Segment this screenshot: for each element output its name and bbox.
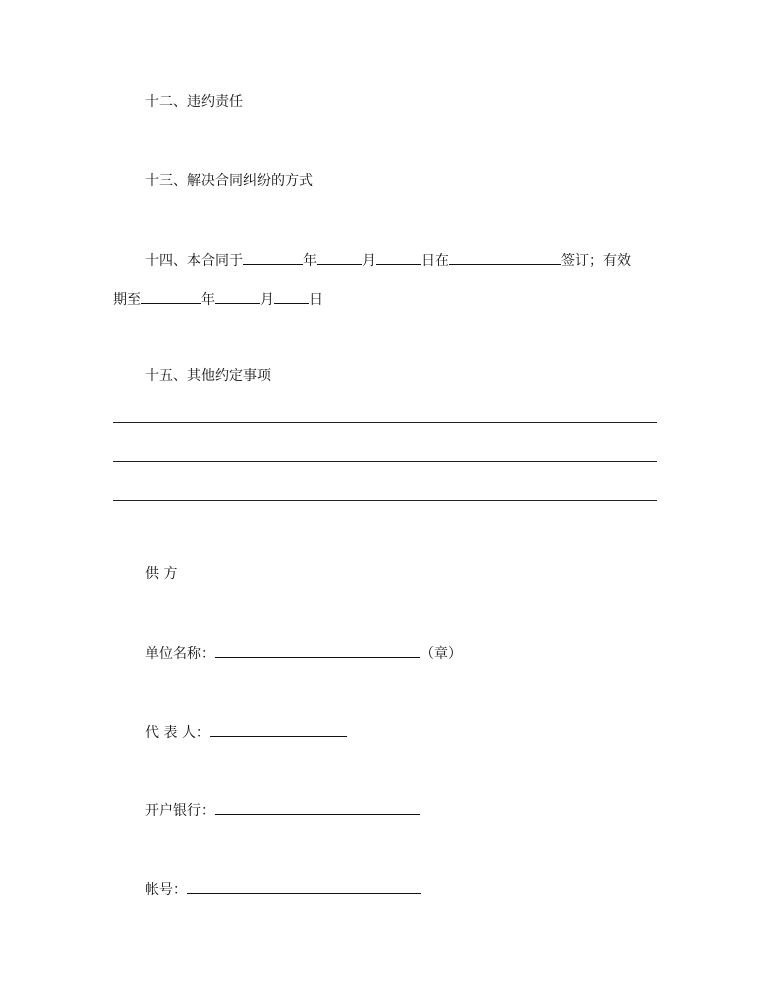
clause-14-line2 <box>113 288 323 308</box>
clause-14-line1 <box>145 249 631 269</box>
account-row <box>145 878 421 898</box>
signed-label: 签订；有效 <box>561 253 631 269</box>
year2-label: 年 <box>201 292 215 308</box>
sign-month-blank[interactable] <box>317 249 362 265</box>
seal-label: （章） <box>420 646 462 662</box>
sign-year-blank[interactable] <box>243 249 303 265</box>
other-terms-line-1[interactable] <box>113 422 657 423</box>
sign-place-blank[interactable] <box>449 249 561 265</box>
validity-label: 期至 <box>113 292 141 308</box>
unit-name-blank[interactable] <box>215 642 420 658</box>
representative-row <box>145 721 347 741</box>
other-terms-line-2[interactable] <box>113 461 657 462</box>
unit-name-label: 单位名称： <box>145 646 215 662</box>
account-blank[interactable] <box>187 878 421 894</box>
clause-14-prefix: 十四、本合同于 <box>145 253 243 269</box>
validity-year-blank[interactable] <box>141 288 201 304</box>
representative-blank[interactable] <box>210 721 347 737</box>
day2-label: 日 <box>309 292 323 308</box>
other-terms-line-3[interactable] <box>113 500 657 501</box>
unit-name-row <box>145 642 462 662</box>
validity-day-blank[interactable] <box>274 288 309 304</box>
representative-label: 代 表 人： <box>145 725 210 741</box>
sign-day-blank[interactable] <box>376 249 421 265</box>
clause-12: 十二、违约责任 <box>145 94 243 110</box>
month-label: 月 <box>362 253 376 269</box>
validity-month-blank[interactable] <box>215 288 260 304</box>
supplier-title: 供 方 <box>145 566 178 582</box>
year-label: 年 <box>303 253 317 269</box>
clause-15: 十五、其他约定事项 <box>145 368 271 384</box>
bank-blank[interactable] <box>215 799 420 815</box>
bank-label: 开户银行： <box>145 803 215 819</box>
month2-label: 月 <box>260 292 274 308</box>
account-label: 帐号： <box>145 882 187 898</box>
clause-13: 十三、解决合同纠纷的方式 <box>145 173 313 189</box>
bank-row <box>145 799 420 819</box>
day-at-label: 日在 <box>421 253 449 269</box>
